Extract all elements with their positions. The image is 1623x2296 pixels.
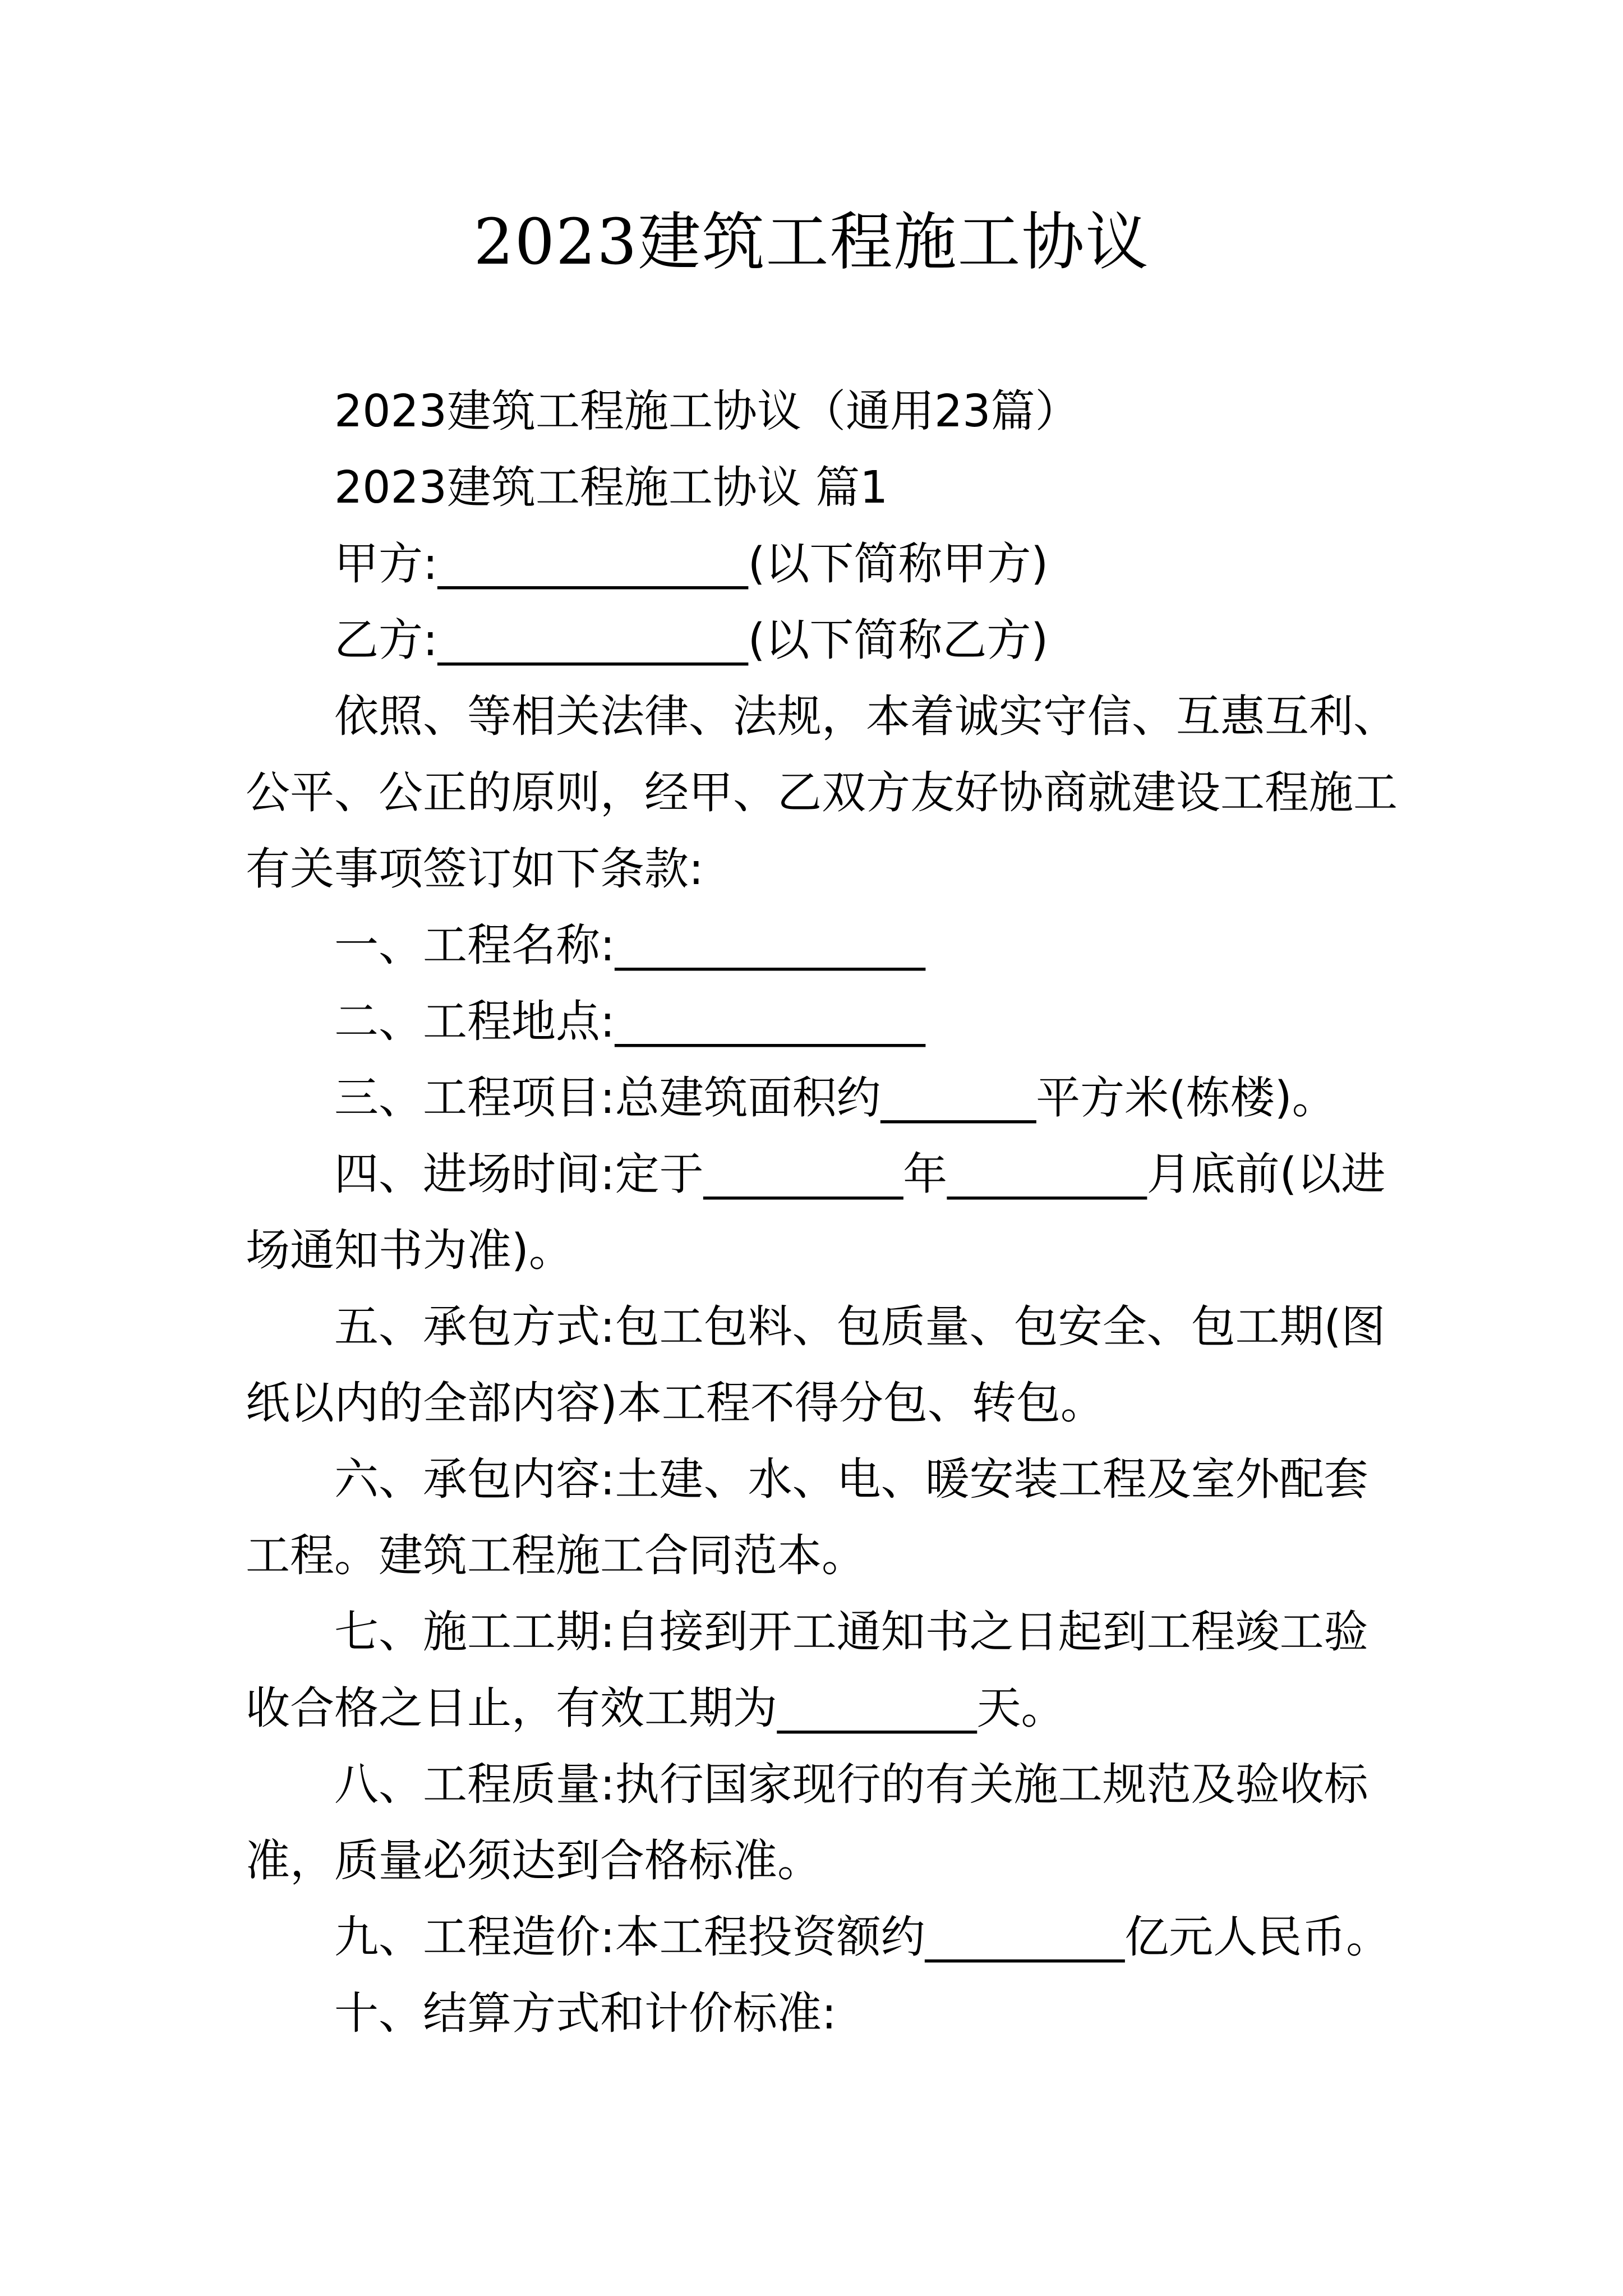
party-b-line: 乙方:______________(以下简称乙方) bbox=[334, 614, 1049, 666]
clause-3: 三、工程项目:总建筑面积约_______平方米(栋楼)。 bbox=[334, 1072, 1336, 1124]
document-title: 2023建筑工程施工协议 bbox=[473, 206, 1150, 279]
clause-9: 九、工程造价:本工程投资额约_________亿元人民币。 bbox=[334, 1911, 1391, 1963]
clause-6-line-2: 工程。建筑工程施工合同范本。 bbox=[246, 1530, 866, 1581]
section-heading: 2023建筑工程施工协议 篇1 bbox=[334, 462, 888, 513]
clause-10: 十、结算方式和计价标准: bbox=[334, 1987, 837, 2039]
intro-paragraph-line-1: 依照、等相关法律、法规，本着诚实守信、互惠互利、 bbox=[334, 691, 1398, 742]
subtitle-line: 2023建筑工程施工协议（通用23篇） bbox=[334, 385, 1080, 437]
clause-4-line-2: 场通知书为准)。 bbox=[246, 1225, 573, 1276]
clause-7-line-2: 收合格之日止，有效工期为_________天。 bbox=[246, 1682, 1066, 1734]
clause-5-line-2: 纸以内的全部内容)本工程不得分包、转包。 bbox=[246, 1377, 1105, 1429]
clause-2: 二、工程地点:______________ bbox=[334, 996, 925, 1047]
clause-7-line-1: 七、施工工期:自接到开工通知书之日起到工程竣工验 bbox=[334, 1606, 1368, 1658]
clause-1: 一、工程名称:______________ bbox=[334, 919, 925, 971]
intro-paragraph-line-2: 公平、公正的原则，经甲、乙双方友好协商就建设工程施工 bbox=[246, 767, 1398, 818]
clause-5-line-1: 五、承包方式:包工包料、包质量、包安全、包工期(图 bbox=[334, 1301, 1386, 1352]
clause-8-line-1: 八、工程质量:执行国家现行的有关施工规范及验收标 bbox=[334, 1759, 1368, 1810]
clause-4-line-1: 四、进场时间:定于_________年_________月底前(以进 bbox=[334, 1148, 1386, 1200]
document-body bbox=[246, 373, 1398, 2051]
party-a-line: 甲方:______________(以下简称甲方) bbox=[334, 538, 1049, 590]
clause-8-line-2: 准，质量必须达到合格标准。 bbox=[246, 1835, 822, 1887]
clause-6-line-1: 六、承包内容:土建、水、电、暖安装工程及室外配套 bbox=[334, 1453, 1368, 1505]
intro-paragraph-line-3: 有关事项签订如下条款: bbox=[246, 843, 704, 895]
